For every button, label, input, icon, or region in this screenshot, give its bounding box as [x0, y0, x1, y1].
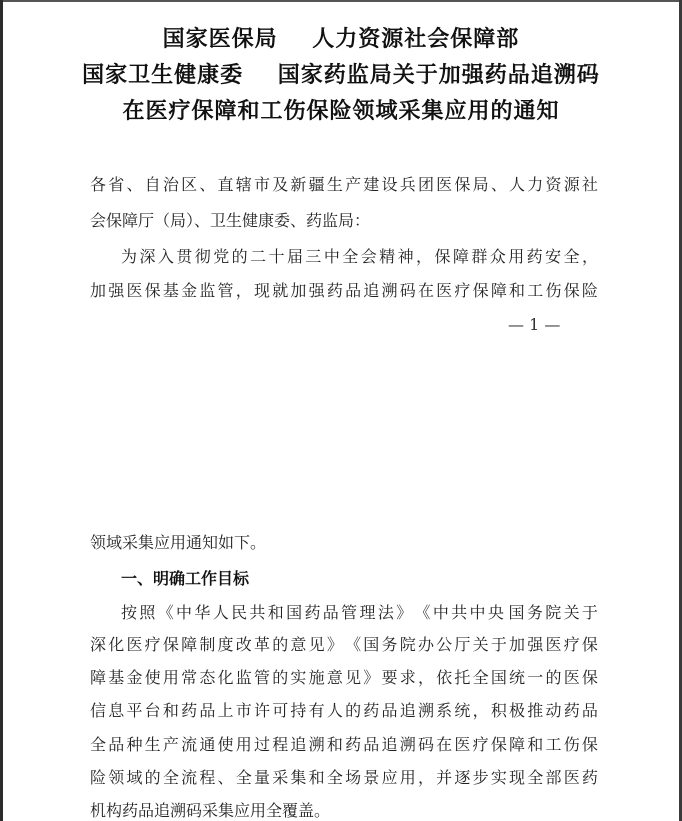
page-number: — 1 — [508, 315, 561, 334]
body-paragraph-line-2: 加 强 医 保 基 金 监 管 ， 现 就 加 强 药 品 追 溯 码 在 医 疗 保 障 和 工 伤 保 险 [90, 281, 598, 300]
section-paragraph-line-1: 按 照 《 中 华 人 民 共 和 国 药 品 管 理 法 》 《 中 共 中 央 国 务 院 关 于 [121, 603, 598, 622]
document-title-line-1: 国家医保局 人力资源社会保障部 [162, 27, 520, 52]
section-paragraph-line-4: 信 息 平 台 和 药 品 上 市 许 可 持 有 人 的 药 品 追 溯 系 统 ， 积 极 推 动 药 品 [90, 701, 598, 720]
page-top-edge [0, 0, 682, 2]
addressee-line-1: 各 省 、 自 治 区 、 直 辖 市 及 新 疆 生 产 建 设 兵 团 医 保 局 、 人 力 资 源 社 [90, 175, 598, 194]
section-heading: 一、明确工作目标 [121, 569, 250, 588]
document-title-line-2: 国家卫生健康委 国家药监局关于加强药品追溯码 [82, 63, 600, 88]
section-paragraph-line-6: 险 领 域 的 全 流 程 、 全 量 采 集 和 全 场 景 应 用 ， 并 逐 步 实 现 全 部 医 药 [90, 768, 598, 787]
body-paragraph-line-1: 为 深 入 贯 彻 党 的 二 十 届 三 中 全 会 精 神 ， 保 障 群 众 用 药 安 全 ， [121, 247, 598, 266]
section-paragraph-line-3: 障 基 金 使 用 常 态 化 监 管 的 实 施 意 见 》 要 求 ， 依 托 全 国 统 一 的 医 保 [90, 668, 598, 687]
section-paragraph-line-7: 机构药品追溯码采集应用全覆盖。 [90, 801, 331, 820]
addressee-line-2: 会保障厅（局）、卫生健康委、药监局： [90, 211, 371, 230]
document-title-line-3: 在医疗保障和工伤保险领域采集应用的通知 [122, 99, 560, 124]
section-paragraph-line-5: 全 品 种 生 产 流 通 使 用 过 程 追 溯 和 药 品 追 溯 码 在 医 疗 保 障 和 工 伤 保 [90, 735, 598, 754]
continuation-line: 领域采集应用通知如下。 [90, 533, 267, 552]
section-paragraph-line-2: 深 化 医 疗 保 障 制 度 改 革 的 意 见 》 《 国 务 院 办 公 厅 关 于 加 强 医 疗 保 [90, 635, 598, 654]
